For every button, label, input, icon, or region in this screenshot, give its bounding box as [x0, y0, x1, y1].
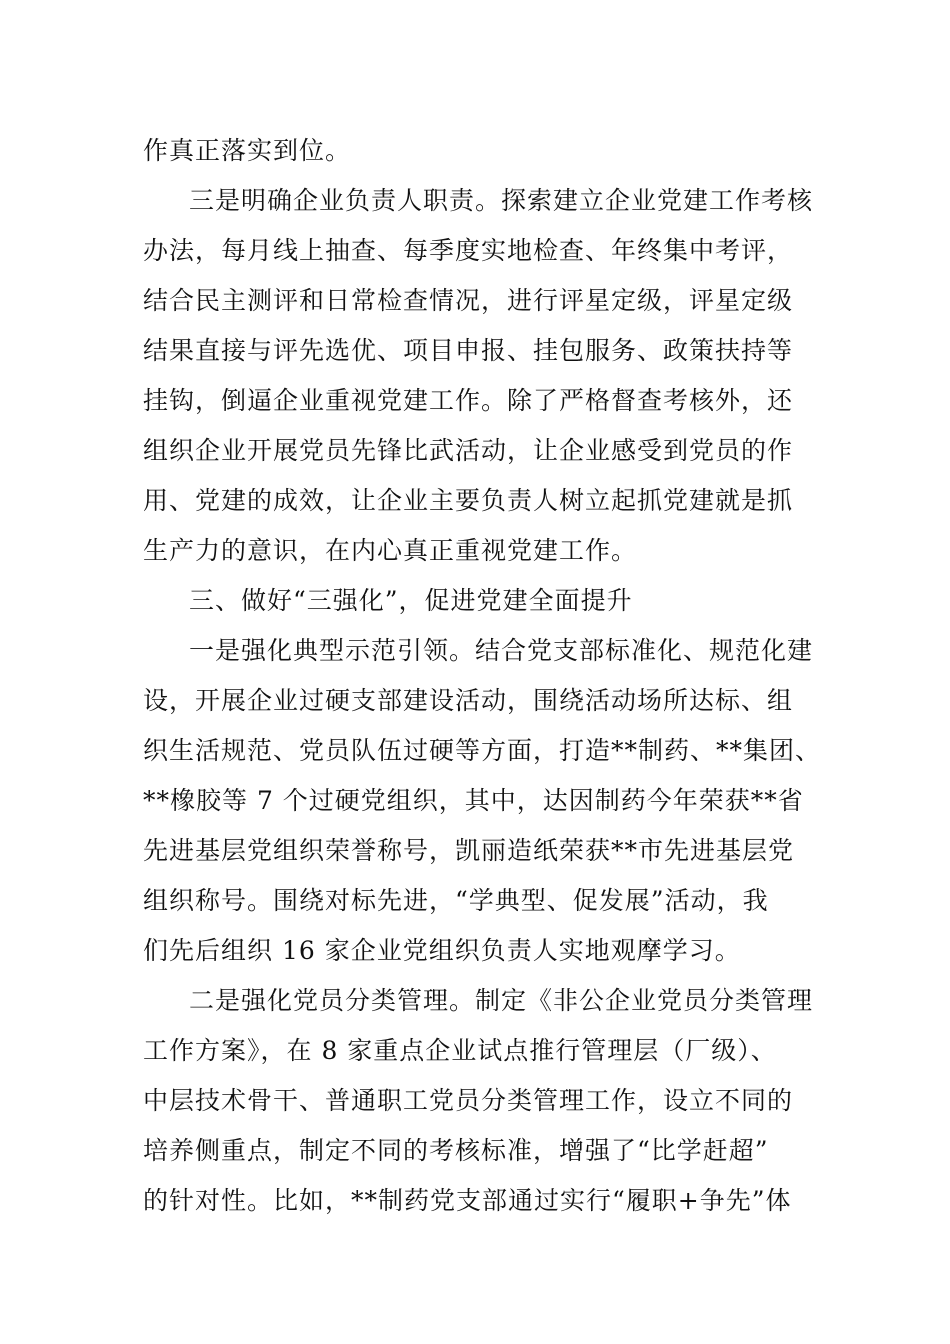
text-line: 用、党建的成效，让企业主要负责人树立起抓党建就是抓: [143, 486, 794, 515]
text-line: 结合民主测评和日常检查情况，进行评星定级，评星定级: [143, 286, 794, 315]
text-line: 结果直接与评先选优、项目申报、挂包服务、政策扶持等: [143, 336, 794, 365]
text-line: 先进基层党组织荣誉称号，凯丽造纸荣获**市先进基层党: [143, 836, 795, 865]
text-line: 设，开展企业过硬支部建设活动，围绕活动场所达标、组: [143, 686, 794, 715]
text-line: 作真正落实到位。: [143, 136, 352, 165]
text-line: **橡胶等 7 个过硬党组织，其中，达因制药今年荣获**省: [143, 786, 804, 815]
text-line: 组织企业开展党员先锋比武活动，让企业感受到党员的作: [143, 436, 794, 465]
document-body: [143, 126, 823, 1226]
text-line: 三是明确企业负责人职责。探索建立企业党建工作考核: [189, 186, 814, 215]
text-line: 一是强化典型示范引领。结合党支部标准化、规范化建: [189, 636, 814, 665]
text-line: 生产力的意识，在内心真正重视党建工作。: [143, 536, 638, 565]
text-line: 织生活规范、党员队伍过硬等方面，打造**制药、**集团、: [143, 736, 822, 765]
text-line: 办法，每月线上抽查、每季度实地检查、年终集中考评，: [143, 236, 794, 265]
text-line: 的针对性。比如，**制药党支部通过实行“履职+争先”体: [143, 1186, 792, 1215]
text-line: 培养侧重点，制定不同的考核标准，增强了“比学赶超”: [143, 1136, 769, 1165]
text-line: 组织称号。围绕对标先进，“学典型、促发展”活动，我: [143, 886, 769, 915]
text-line: 工作方案》，在 8 家重点企业试点推行管理层（厂级）、: [143, 1036, 777, 1065]
text-line: 二是强化党员分类管理。制定《非公企业党员分类管理: [189, 986, 814, 1015]
section-heading: 三、做好“三强化”，促进党建全面提升: [189, 586, 633, 615]
text-line: 们先后组织 16 家企业党组织负责人实地观摩学习。: [143, 936, 741, 965]
text-line: 挂钩，倒逼企业重视党建工作。除了严格督查考核外，还: [143, 386, 794, 415]
text-line: 中层技术骨干、普通职工党员分类管理工作，设立不同的: [143, 1086, 794, 1115]
